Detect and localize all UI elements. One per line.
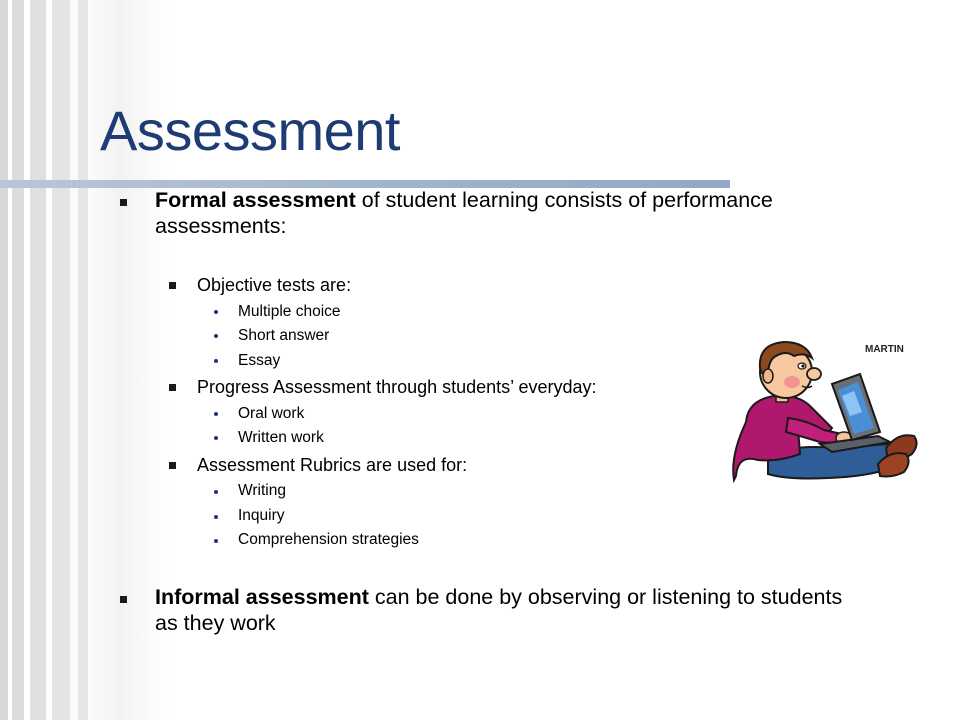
bullet-formal (120, 199, 127, 206)
bullet-informal (120, 596, 127, 603)
progress-assessment-label: Progress Assessment through students’ everyday: (197, 377, 597, 397)
bullet-comprehension-strategies (214, 539, 218, 543)
formal-assessment-line1 (155, 188, 773, 213)
informal-assessment-rest: can be done by observing or listening to students (368, 585, 843, 609)
item-short-answer: Short answer (238, 327, 330, 344)
objective-tests-label: Objective tests are: (197, 275, 352, 295)
student-at-laptop-clipart (728, 336, 928, 486)
item-multiple-choice: Multiple choice (238, 303, 341, 320)
formal-assessment-line2: assessments: (155, 214, 287, 238)
title-underline (0, 180, 730, 188)
formal-assessment-rest: of student learning consists of performance (355, 188, 773, 212)
item-writing: Writing (238, 482, 286, 499)
item-written-work: Written work (238, 429, 324, 446)
bullet-objective-tests (169, 282, 176, 289)
item-essay: Essay (238, 352, 281, 369)
informal-assessment-line2: as they work (155, 611, 276, 635)
bullet-progress-assessment (169, 384, 176, 391)
bullet-inquiry (214, 515, 218, 519)
item-inquiry: Inquiry (238, 507, 285, 524)
item-comprehension-strategies: Comprehension strategies (238, 531, 419, 548)
bullet-short-answer (214, 334, 218, 338)
assessment-rubrics-label: Assessment Rubrics are used for: (197, 455, 468, 475)
informal-assessment-bold: Informal assessment (155, 585, 369, 609)
bullet-multiple-choice (214, 310, 218, 314)
bullet-oral-work (214, 412, 218, 416)
slide-title: Assessment (100, 99, 400, 162)
informal-assessment-line1 (155, 585, 842, 610)
clipart-signature: MARTIN (865, 344, 904, 355)
bullet-essay (214, 359, 218, 363)
formal-assessment-bold: Formal assessment (155, 188, 356, 212)
bullet-writing (214, 490, 218, 494)
bullet-assessment-rubrics (169, 462, 176, 469)
item-oral-work: Oral work (238, 405, 305, 422)
bullet-written-work (214, 436, 218, 440)
